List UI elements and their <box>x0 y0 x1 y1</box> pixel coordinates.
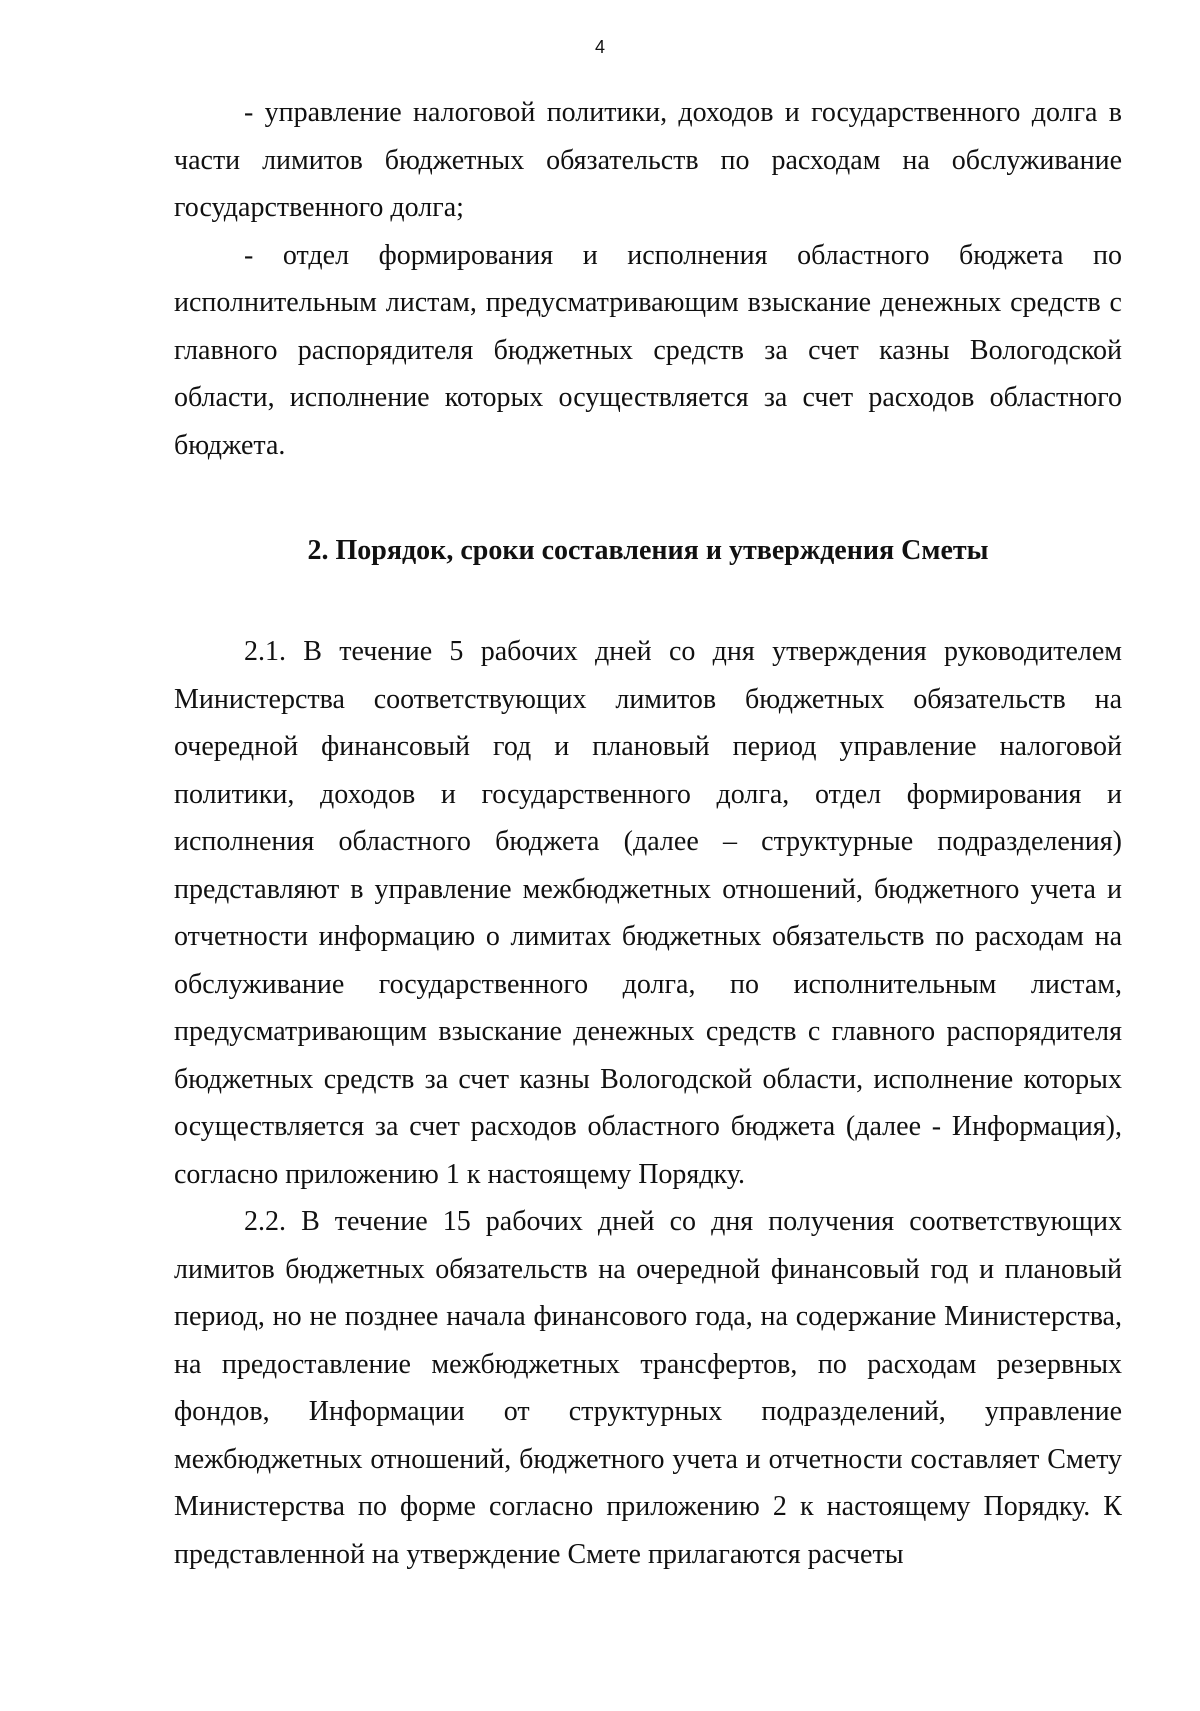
list-item-budget-execution-department: - отдел формирования и исполнения областного бюджета по исполнительным листам, предусматривающим взыскание денежных средств с главного распорядителя бюджетных средств за счет казны Вологодской области, исполнение которых осуществляется за счет расходов областного бюджета. <box>174 239 1122 461</box>
section-heading: 2. Порядок, сроки составления и утверждения Сметы <box>307 535 989 566</box>
page-number: 4 <box>594 37 605 57</box>
section-body <box>174 628 1122 1578</box>
list-item-tax-policy-department: - управление налоговой политики, доходов и государственного долга в части лимитов бюджетных обязательств по расходам на обслуживание государственного долга; <box>174 97 1122 223</box>
paragraph-2-1: 2.1. В течение 5 рабочих дней со дня утверждения руководителем Министерства соответствующих лимитов бюджетных обязательств на очередной финансовый год и плановый период управление налоговой политики, доходов и государственного долга, отдел формирования и исполнения областного бюджета (далее – структурные подразделения) представляют в управление межбюджетных отношений, бюджетного учета и отчетности информацию о лимитах бюджетных обязательств по расходам на обслуживание государственного долга, по исполнительным листам, предусматривающим взыскание денежных средств с главного распорядителя бюджетных средств за счет казны Вологодской области, исполнение которых осуществляется за счет расходов областного бюджета (далее - Информация), согласно приложению 1 к настоящему Порядку. <box>174 636 1122 1190</box>
continuation-list <box>174 89 1122 469</box>
paragraph-2-2: 2.2. В течение 15 рабочих дней со дня получения соответствующих лимитов бюджетных обязательств на очередной финансовый год и плановый период, но не позднее начала финансового года, на содержание Министерства, на предоставление межбюджетных трансфертов, по расходам резервных фондов, Информации от структурных подразделений, управление межбюджетных отношений, бюджетного учета и отчетности составляет Смету Министерства по форме согласно приложению 2 к настоящему Порядку. К представленной на утверждение Смете прилагаются расчеты <box>174 1206 1122 1570</box>
